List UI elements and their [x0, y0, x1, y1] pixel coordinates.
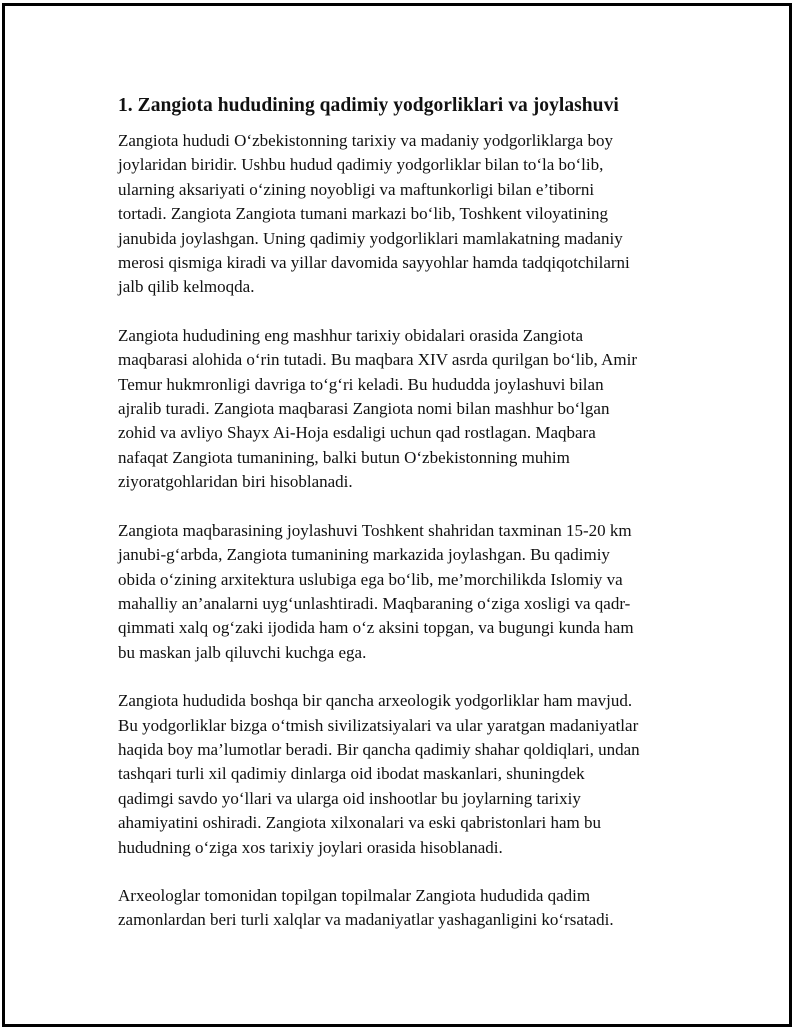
text-line: zamonlardan beri turli xalqlar va madaniyatlar yashaganligini ko‘rsatadi.	[118, 910, 614, 930]
text-line: obida o‘zining arxitektura uslubiga ega bo‘lib, me’morchilikda Islomiy va	[118, 569, 623, 589]
text-line: hududning o‘ziga xos tarixiy joylari orasida hisoblanadi.	[118, 837, 503, 857]
text-line: janubida joylashgan. Uning qadimiy yodgorliklari mamlakatning madaniy	[118, 228, 623, 248]
paragraph	[118, 519, 693, 665]
text-line: tashqari turli xil qadimiy dinlarga oid ibodat maskanlari, shuningdek	[118, 764, 585, 784]
text-line: qadimgi savdo yo‘llari va ularga oid inshootlar bu joylarning tarixiy	[118, 788, 581, 808]
text-line: ziyoratgohlaridan biri hisoblanadi.	[118, 472, 353, 492]
document-title: 1. Zangiota hududining qadimiy yodgorliklari va joylashuvi	[118, 95, 619, 116]
paragraph	[118, 324, 693, 495]
text-line: haqida boy ma’lumotlar beradi. Bir qancha qadimiy shahar qoldiqlari, undan	[118, 739, 640, 759]
text-line: Zangiota maqbarasining joylashuvi Toshkent shahridan taxminan 15-20 km	[118, 520, 632, 540]
text-line: ularning aksariyati o‘zining noyobligi va maftunkorligi bilan e’tiborni	[118, 179, 595, 199]
text-line: janubi-g‘arbda, Zangiota tumanining markazida joylashgan. Bu qadimiy	[118, 545, 610, 565]
paragraph	[118, 689, 693, 860]
text-line: mahalliy an’analarni uyg‘unlashtiradi. Maqbaraning o‘ziga xosligi va qadr-	[118, 593, 631, 613]
text-line: ahamiyatini oshiradi. Zangiota xilxonalari va eski qabristonlari ham bu	[118, 813, 601, 833]
paragraph	[118, 884, 693, 933]
text-line: merosi qismiga kiradi va yillar davomida sayyohlar hamda tadqiqotchilarni	[118, 253, 630, 273]
text-line: nafaqat Zangiota tumanining, balki butun O‘zbekistonning muhim	[118, 447, 570, 467]
text-line: Arxeologlar tomonidan topilgan topilmalar Zangiota hududida qadim	[118, 885, 591, 905]
text-line: zohid va avliyo Shayx Ai-Hoja esdaligi uchun qad rostlagan. Maqbara	[118, 423, 596, 443]
text-line: Temur hukmronligi davriga to‘g‘ri keladi. Bu hududda joylashuvi bilan	[118, 374, 604, 394]
document-body	[118, 93, 693, 933]
text-line: qimmati xalq og‘zaki ijodida ham o‘z aksini topgan, va bugungi kunda ham	[118, 618, 634, 638]
text-line: tortadi. Zangiota Zangiota tumani markazi bo‘lib, Toshkent viloyatining	[118, 204, 608, 224]
text-line: Zangiota hududi O‘zbekistonning tarixiy va madaniy yodgorliklarga boy	[118, 131, 613, 150]
text-line: maqbarasi alohida o‘rin tutadi. Bu maqbara XIV asrda qurilgan bo‘lib, Amir	[118, 350, 637, 370]
paragraph	[118, 129, 693, 300]
text-line: bu maskan jalb qiluvchi kuchga ega.	[118, 642, 367, 662]
paragraph-list	[118, 129, 693, 933]
text-line: joylaridan biridir. Ushbu hudud qadimiy yodgorliklar bilan to‘la bo‘lib,	[118, 155, 604, 175]
text-line: Zangiota hududida boshqa bir qancha arxeologik yodgorliklar ham mavjud.	[118, 691, 633, 711]
text-line: Bu yodgorliklar bizga o‘tmish sivilizatsiyalari va ular yaratgan madaniyatlar	[118, 715, 639, 735]
text-line: jalb qilib kelmoqda.	[118, 277, 255, 297]
text-line: Zangiota hududining eng mashhur tarixiy obidalari orasida Zangiota	[118, 325, 584, 345]
text-line: ajralib turadi. Zangiota maqbarasi Zangiota nomi bilan mashhur bo‘lgan	[118, 399, 610, 419]
